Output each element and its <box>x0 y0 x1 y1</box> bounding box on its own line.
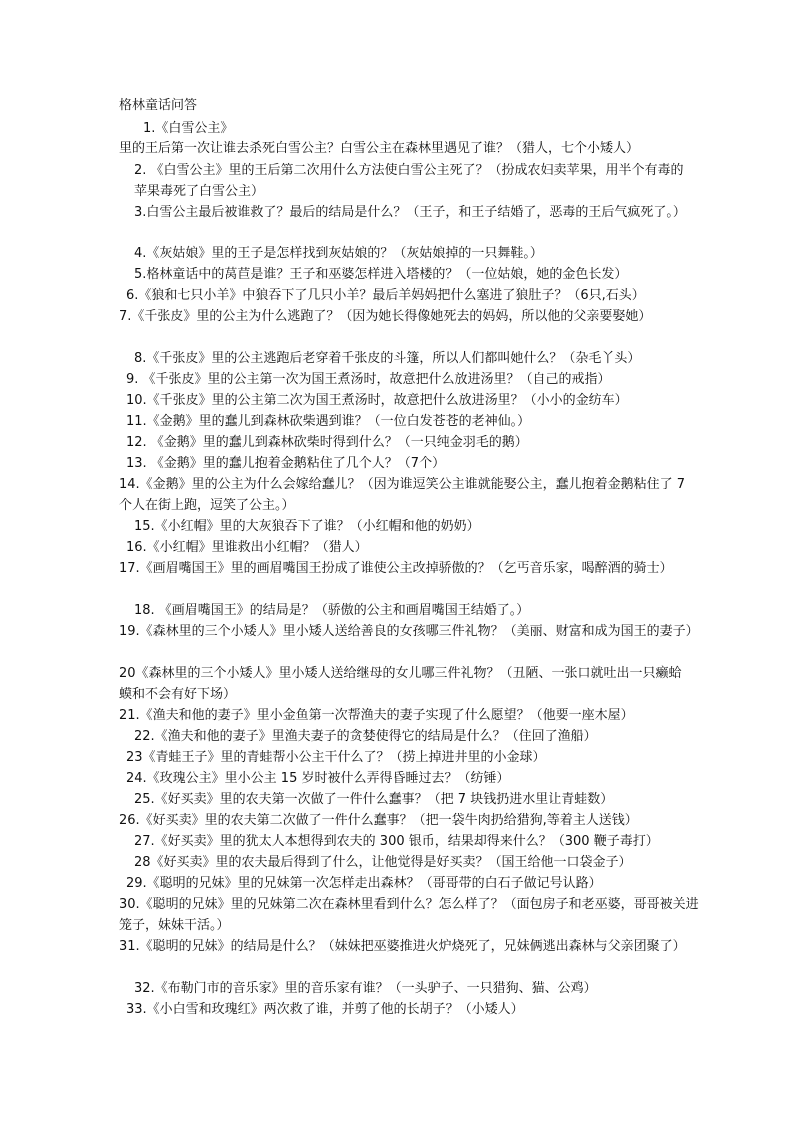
question-18: 18. 《画眉嘴国王》的结局是？（骄傲的公主和画眉嘴国王结婚了。） <box>134 603 530 618</box>
question-25: 25.《好买卖》里的农夫第一次做了一件什么蠢事？（把 7 块钱扔进水里让青蛙数） <box>134 792 614 807</box>
question-9: 9. 《千张皮》里的公主第一次为国王煮汤时，故意把什么放进汤里？（自己的戒指） <box>126 372 611 387</box>
question-2: 2. 《白雪公主》里的王后第二次用什么方法使白雪公主死了？（扮成农妇卖苹果，用半个有毒的苹果毒死了白雪公主） <box>134 163 684 199</box>
question-30: 30.《聪明的兄妹》里的兄妹第二次在森林里看到什么？怎么样了？（面包房子和老巫婆，哥哥被关进笼子，妹妹干活。） <box>119 897 699 933</box>
question-10: 10.《千张皮》里的公主第二次为国王煮汤时，故意把什么放进汤里？（小小的金纺车） <box>126 393 628 408</box>
question-15: 15.《小红帽》里的大灰狼吞下了谁？（小红帽和他的奶奶） <box>134 519 480 534</box>
question-1-line-1: 1.《白雪公主》 <box>143 121 234 136</box>
question-28: 28《好买卖》里的农夫最后得到了什么，让他觉得是好买卖？（国王给他一口袋金子） <box>134 855 632 870</box>
question-5: 5.格林童话中的莴苣是谁？王子和巫婆怎样进入塔楼的？（一位姑娘，她的金色长发） <box>134 267 628 282</box>
question-29: 29.《聪明的兄妹》里的兄妹第一次怎样走出森林？（哥哥带的白石子做记号认路） <box>126 876 602 891</box>
question-21: 21.《渔夫和他的妻子》里小金鱼第一次帮渔夫的妻子实现了什么愿望？（他要一座木屋） <box>119 708 634 723</box>
question-4: 4.《灰姑娘》里的王子是怎样找到灰姑娘的？（灰姑娘掉的一只舞鞋。） <box>134 246 543 261</box>
question-1-line-2: 里的王后第一次让谁去杀死白雪公主？白雪公主在森林里遇见了谁？（猎人，七个小矮人） <box>119 141 640 156</box>
question-31: 31.《聪明的兄妹》的结局是什么？（妹妹把巫婆推进火炉烧死了，兄妹俩逃出森林与父亲团聚了） <box>119 939 686 954</box>
question-16: 16.《小红帽》里谁救出小红帽？（猎人） <box>126 540 368 555</box>
question-22: 22.《渔夫和他的妻子》里渔夫妻子的贪婪使得它的结局是什么？（住回了渔船） <box>134 729 597 744</box>
question-11: 11.《金鹅》里的蠢儿到森林砍柴遇到谁？（一位白发苍苍的老神仙。） <box>126 414 531 429</box>
question-17: 17.《画眉嘴国王》里的画眉嘴国王扮成了谁使公主改掉骄傲的？（乞丐音乐家，喝醉酒的骑士） <box>119 561 673 576</box>
question-33: 33.《小白雪和玫瑰红》两次救了谁，并剪了他的长胡子？（小矮人） <box>126 1002 524 1017</box>
question-20: 20《森林里的三个小矮人》里小矮人送给继母的女儿哪三件礼物？（丑陋、一张口就吐出一只癞蛤蟆和不会有好下场） <box>119 666 682 702</box>
document-title: 格林童话问答 <box>119 98 198 113</box>
question-26: 26.《好买卖》里的农夫第二次做了一件什么蠢事？（把一袋牛肉扔给猎狗,等着主人送钱） <box>119 813 638 828</box>
question-32: 32.《布勒门市的音乐家》里的音乐家有谁？（一头驴子、一只猎狗、猫、公鸡） <box>134 981 597 996</box>
question-24: 24.《玫瑰公主》里小公主 15 岁时被什么弄得昏睡过去？（纺锤） <box>126 771 510 786</box>
question-14: 14.《金鹅》里的公主为什么会嫁给蠢儿？（因为谁逗笑公主谁就能娶公主，蠢儿抱着金鹅粘住了 7 个人在街上跑，逗笑了公主。） <box>119 477 686 513</box>
question-7: 7.《千张皮》里的公主为什么逃跑了？（因为她长得像她死去的妈妈，所以他的父亲要娶她） <box>119 309 652 324</box>
question-6: 6.《狼和七只小羊》中狼吞下了几只小羊？最后羊妈妈把什么塞进了狼肚子？（6只,石头） <box>126 288 645 303</box>
question-12: 12. 《金鹅》里的蠢儿到森林砍柴时得到什么？（一只纯金羽毛的鹅） <box>126 435 528 450</box>
question-3: 3.白雪公主最后被谁救了？最后的结局是什么？（王子，和王子结婚了，恶毒的王后气疯死了。） <box>134 205 686 220</box>
question-23: 23《青蛙王子》里的青蛙帮小公主干什么了？（捞上掉进井里的小金球） <box>126 750 546 765</box>
question-27: 27.《好买卖》里的犹太人本想得到农夫的 300 银币，结果却得来什么？（300 鞭子毒打） <box>134 834 659 849</box>
question-8: 8.《千张皮》里的公主逃跑后老穿着千张皮的斗篷，所以人们都叫她什么？（杂毛丫头） <box>134 351 641 366</box>
question-19: 19.《森林里的三个小矮人》里小矮人送给善良的女孩哪三件礼物？（美丽、财富和成为国王的妻子） <box>119 624 699 639</box>
question-13: 13. 《金鹅》里的蠢儿抱着金鹅粘住了几个人？（7个） <box>126 456 446 471</box>
